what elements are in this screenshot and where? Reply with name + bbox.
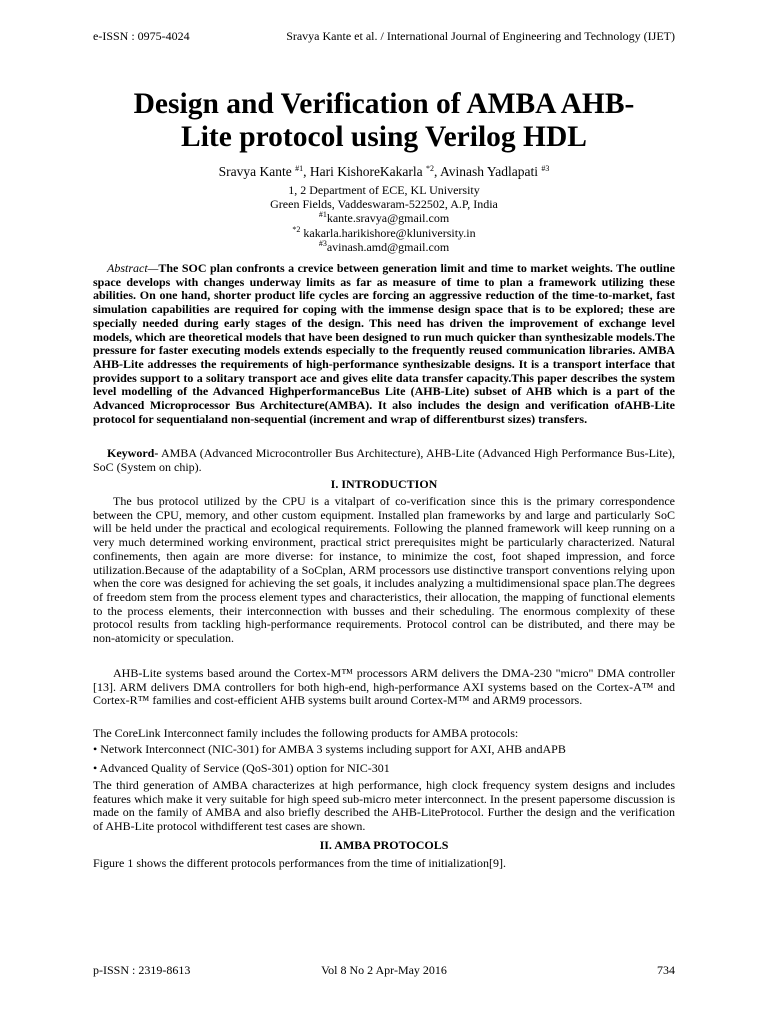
email-2-mark: *2 bbox=[292, 224, 301, 234]
email-2-line bbox=[93, 226, 675, 240]
email-2: kakarla.harikishore@kluniversity.in bbox=[300, 225, 476, 240]
footer-volume: Vol 8 No 2 Apr-May 2016 bbox=[321, 963, 447, 977]
author-1: Sravya Kante bbox=[218, 164, 296, 179]
footer-pissn: p-ISSN : 2319-8613 bbox=[93, 963, 191, 977]
author-3-mark: #3 bbox=[541, 164, 550, 173]
author-2: , Hari KishoreKakarla bbox=[303, 164, 427, 179]
title-line-2: Lite protocol using Verilog HDL bbox=[181, 121, 587, 153]
title-line-1: Design and Verification of AMBA AHB- bbox=[133, 88, 635, 120]
keyword-text: AMBA (Advanced Microcontroller Bus Architecture), AHB-Lite (Advanced High Performance Bus-Lite), SoC (System on chip). bbox=[93, 446, 675, 474]
author-1-mark: #1 bbox=[295, 164, 304, 173]
email-3-mark: #3 bbox=[318, 238, 327, 248]
intro-paragraph-1: The bus protocol utilized by the CPU is a vitalpart of co-verification since this is the primary correspondence between the CPU, memory, and other custom equipment. Installed plan frameworks by and large and particularly SoC will be held under the practical and ecological requirements. Following the planned framework will keep running on a very much determined working environment, practical strict prerequisites might be particularly characterized. Natural confinements, then again are more diverse: for instance, to minimize the cost, foot shaped impression, and force utilization.Because of the adaptability of a SoCplan, ARM processors use distinctive transport conventions relying upon when the core was designed for achieving the set goals, it includes analyzing a multidimensional space plan.The degrees of freedom stem from the process element types and characteristics, their allocation, the mapping of functional elements to the process elements, their interconnection with busses and their scheduling. The enormous complexity of these protocol results from tackling high-performance requirements. Protocol control can be distributed, and there may be non-atomicity or speculation. bbox=[93, 494, 675, 646]
abstract-text: The SOC plan confronts a crevice between generation limit and time to market weights. The outline space develops with changes underway limits as far as measure of time to plan a framework utilizing these abilities. On one hand, shorter product life cycles are forcing an aggressive reduction of the time-to-market, fast simulation capabilities are required for coping with the immense design space that is to be explored; these are specially needed during early stages of the design. This need has driven the improvement of exchange level models, which are theoretical models that have been designed to run much quicker than synthesizable models.The pressure for faster executing models extends especially to the frequently reused communication libraries. AMBA AHB-Lite addresses the requirements of high-performance synthesizable designs. It is a transport interface that provides support to a solitary transport ace and gives elite data transfer capacity.This paper describes the system level modelling of the Advanced HighperformanceBus Lite (AHB-Lite) subset of AHB which is a part of the Advanced Microprocessor Bus Architecture(AMBA). It also includes the design and verification ofAHB-Lite protocol for sequentialand non-sequential (increment and wrap of differentburst sizes) transfers. bbox=[93, 261, 675, 426]
author-list bbox=[93, 163, 675, 180]
abstract-lead: Abstract— bbox=[107, 261, 159, 275]
intro-paragraph-3: The CoreLink Interconnect family includes the following products for AMBA protocols: bbox=[93, 726, 519, 740]
paper-title bbox=[90, 88, 678, 154]
email-1-line bbox=[93, 211, 675, 225]
running-footer bbox=[93, 963, 675, 979]
section-heading-introduction: I. INTRODUCTION bbox=[330, 477, 438, 491]
intro-bullet-1: • Network Interconnect (NIC-301) for AMBA 3 systems including support for AXI, AHB andAPB bbox=[93, 742, 566, 756]
affiliation-address: Green Fields, Vaddeswaram-522502, A.P, India bbox=[270, 197, 498, 212]
author-3: , Avinash Yadlapati bbox=[434, 164, 542, 179]
affiliation-dept: 1, 2 Department of ECE, KL University bbox=[288, 183, 480, 197]
running-header bbox=[93, 29, 675, 45]
header-journal: Sravya Kante et al. / International Journal of Engineering and Technology (IJET) bbox=[286, 29, 675, 43]
abstract bbox=[93, 262, 675, 426]
amba-paragraph-1: Figure 1 shows the different protocols performances from the time of initialization[9]. bbox=[93, 856, 506, 870]
intro-bullet-2: • Advanced Quality of Service (QoS-301) option for NIC-301 bbox=[93, 761, 390, 775]
header-eissn: e-ISSN : 0975-4024 bbox=[93, 29, 190, 43]
intro-paragraph-2: AHB-Lite systems based around the Cortex-M™ processors ARM delivers the DMA-230 "micro" DMA controller [13]. ARM delivers DMA controllers for both high-end, high-performance AXI systems based on the Cortex-A™ and Cortex-R™ families and cost-efficient AHB systems built around Cortex-M™ and ARM9 processors. bbox=[93, 666, 675, 708]
email-3: avinash.amd@gmail.com bbox=[326, 239, 450, 254]
keyword-label: Keyword- bbox=[107, 446, 159, 460]
keywords bbox=[93, 447, 675, 474]
email-1-mark: #1 bbox=[318, 210, 327, 220]
email-1: kante.sravya@gmail.com bbox=[326, 211, 450, 226]
author-2-mark: *2 bbox=[426, 164, 435, 173]
intro-paragraph-4: The third generation of AMBA characterizes at high performance, high clock frequency system designs and includes features which make it very suitable for high speed sub-micro meter interconnect. In the present papersome discussion is made on the family of AMBA and also briefly described the AHB-LiteProtocol. Further the design and the verification of AHB-Lite protocol withdifferent test cases are shown. bbox=[93, 778, 675, 834]
section-heading-amba-protocols: II. AMBA PROTOCOLS bbox=[319, 838, 449, 852]
page-number: 734 bbox=[657, 963, 675, 977]
email-3-line bbox=[93, 240, 675, 254]
affiliation-block bbox=[93, 183, 675, 254]
